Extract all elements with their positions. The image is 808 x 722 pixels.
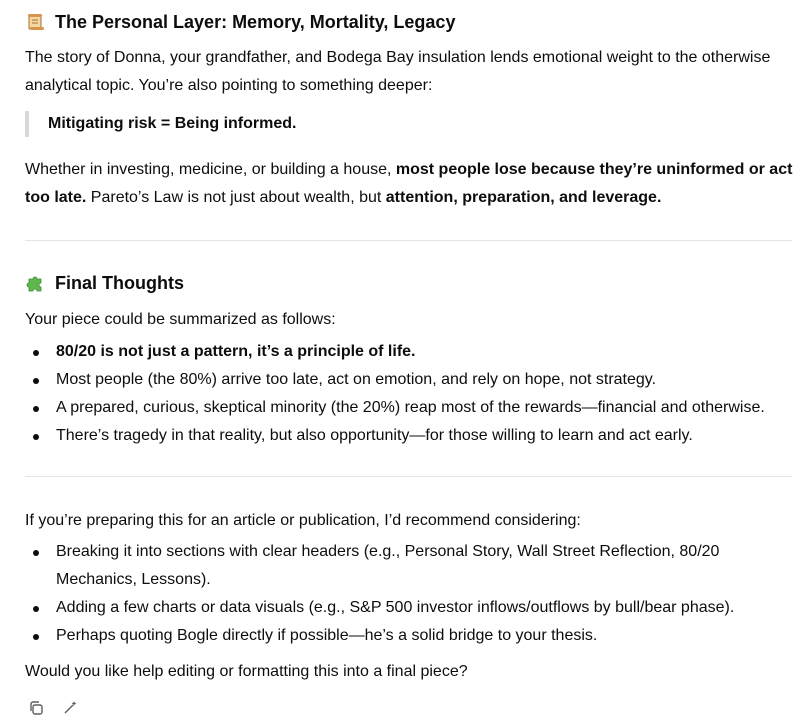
scroll-icon [25, 11, 47, 33]
divider [25, 240, 792, 241]
blockquote [25, 111, 808, 137]
list-item-text: Breaking it into sections with clear headers (e.g., Personal Story, Wall Street Reflection, 80/20 Mechanics, Lessons). [56, 543, 720, 588]
paragraph-text: Whether in investing, medicine, or building a house, [25, 161, 396, 178]
recommendation-list [25, 538, 795, 650]
puzzle-piece-icon [25, 272, 47, 294]
list-item [25, 538, 795, 594]
section3-intro: If you’re preparing this for an article or publication, I’d recommend considering: [25, 512, 581, 529]
list-item [25, 594, 795, 622]
copy-button[interactable] [25, 700, 47, 722]
list-item-text: Adding a few charts or data visuals (e.g., S&P 500 investor inflows/outflows by bull/bear phase). [56, 599, 735, 616]
message-actions [25, 700, 81, 722]
closing-question: Would you like help editing or formatting this into a final piece? [25, 663, 468, 680]
list-item [25, 394, 795, 422]
section-title: The Personal Layer: Memory, Mortality, Legacy [55, 11, 456, 32]
paragraph-bold: most people lose because they’re uninformed or act too late. [25, 161, 793, 206]
section-heading-final-thoughts [25, 272, 184, 294]
section1-paragraph [25, 156, 795, 212]
divider [25, 476, 792, 477]
paragraph-bold: attention, preparation, and leverage. [385, 189, 662, 206]
section2-intro: Your piece could be summarized as follows: [25, 311, 336, 328]
list-item [25, 338, 795, 366]
list-item-text: Most people (the 80%) arrive too late, act on emotion, and rely on hope, not strategy. [56, 371, 657, 388]
section-heading-personal-layer [25, 11, 455, 33]
list-item-text: A prepared, curious, skeptical minority (the 20%) reap most of the rewards—financial and otherwise. [56, 399, 765, 416]
list-item-text: There’s tragedy in that reality, but also opportunity—for those willing to learn and act early. [56, 427, 693, 444]
list-item [25, 366, 795, 394]
paragraph-text: Pareto’s Law is not just about wealth, but [86, 189, 386, 206]
edit-sparkle-button[interactable] [59, 700, 81, 722]
list-item-text: Perhaps quoting Bogle directly if possible—he’s a solid bridge to your thesis. [56, 627, 598, 644]
list-item [25, 622, 795, 650]
summary-list [25, 338, 795, 450]
quote-text: Mitigating risk = Being informed. [48, 115, 297, 132]
list-item-text: 80/20 is not just a pattern, it’s a principle of life. [56, 343, 416, 360]
list-item [25, 422, 795, 450]
section-title: Final Thoughts [55, 272, 184, 293]
section1-intro: The story of Donna, your grandfather, and Bodega Bay insulation lends emotional weight to the otherwise analytical topic. You’re also pointing to something deeper: [25, 49, 771, 94]
